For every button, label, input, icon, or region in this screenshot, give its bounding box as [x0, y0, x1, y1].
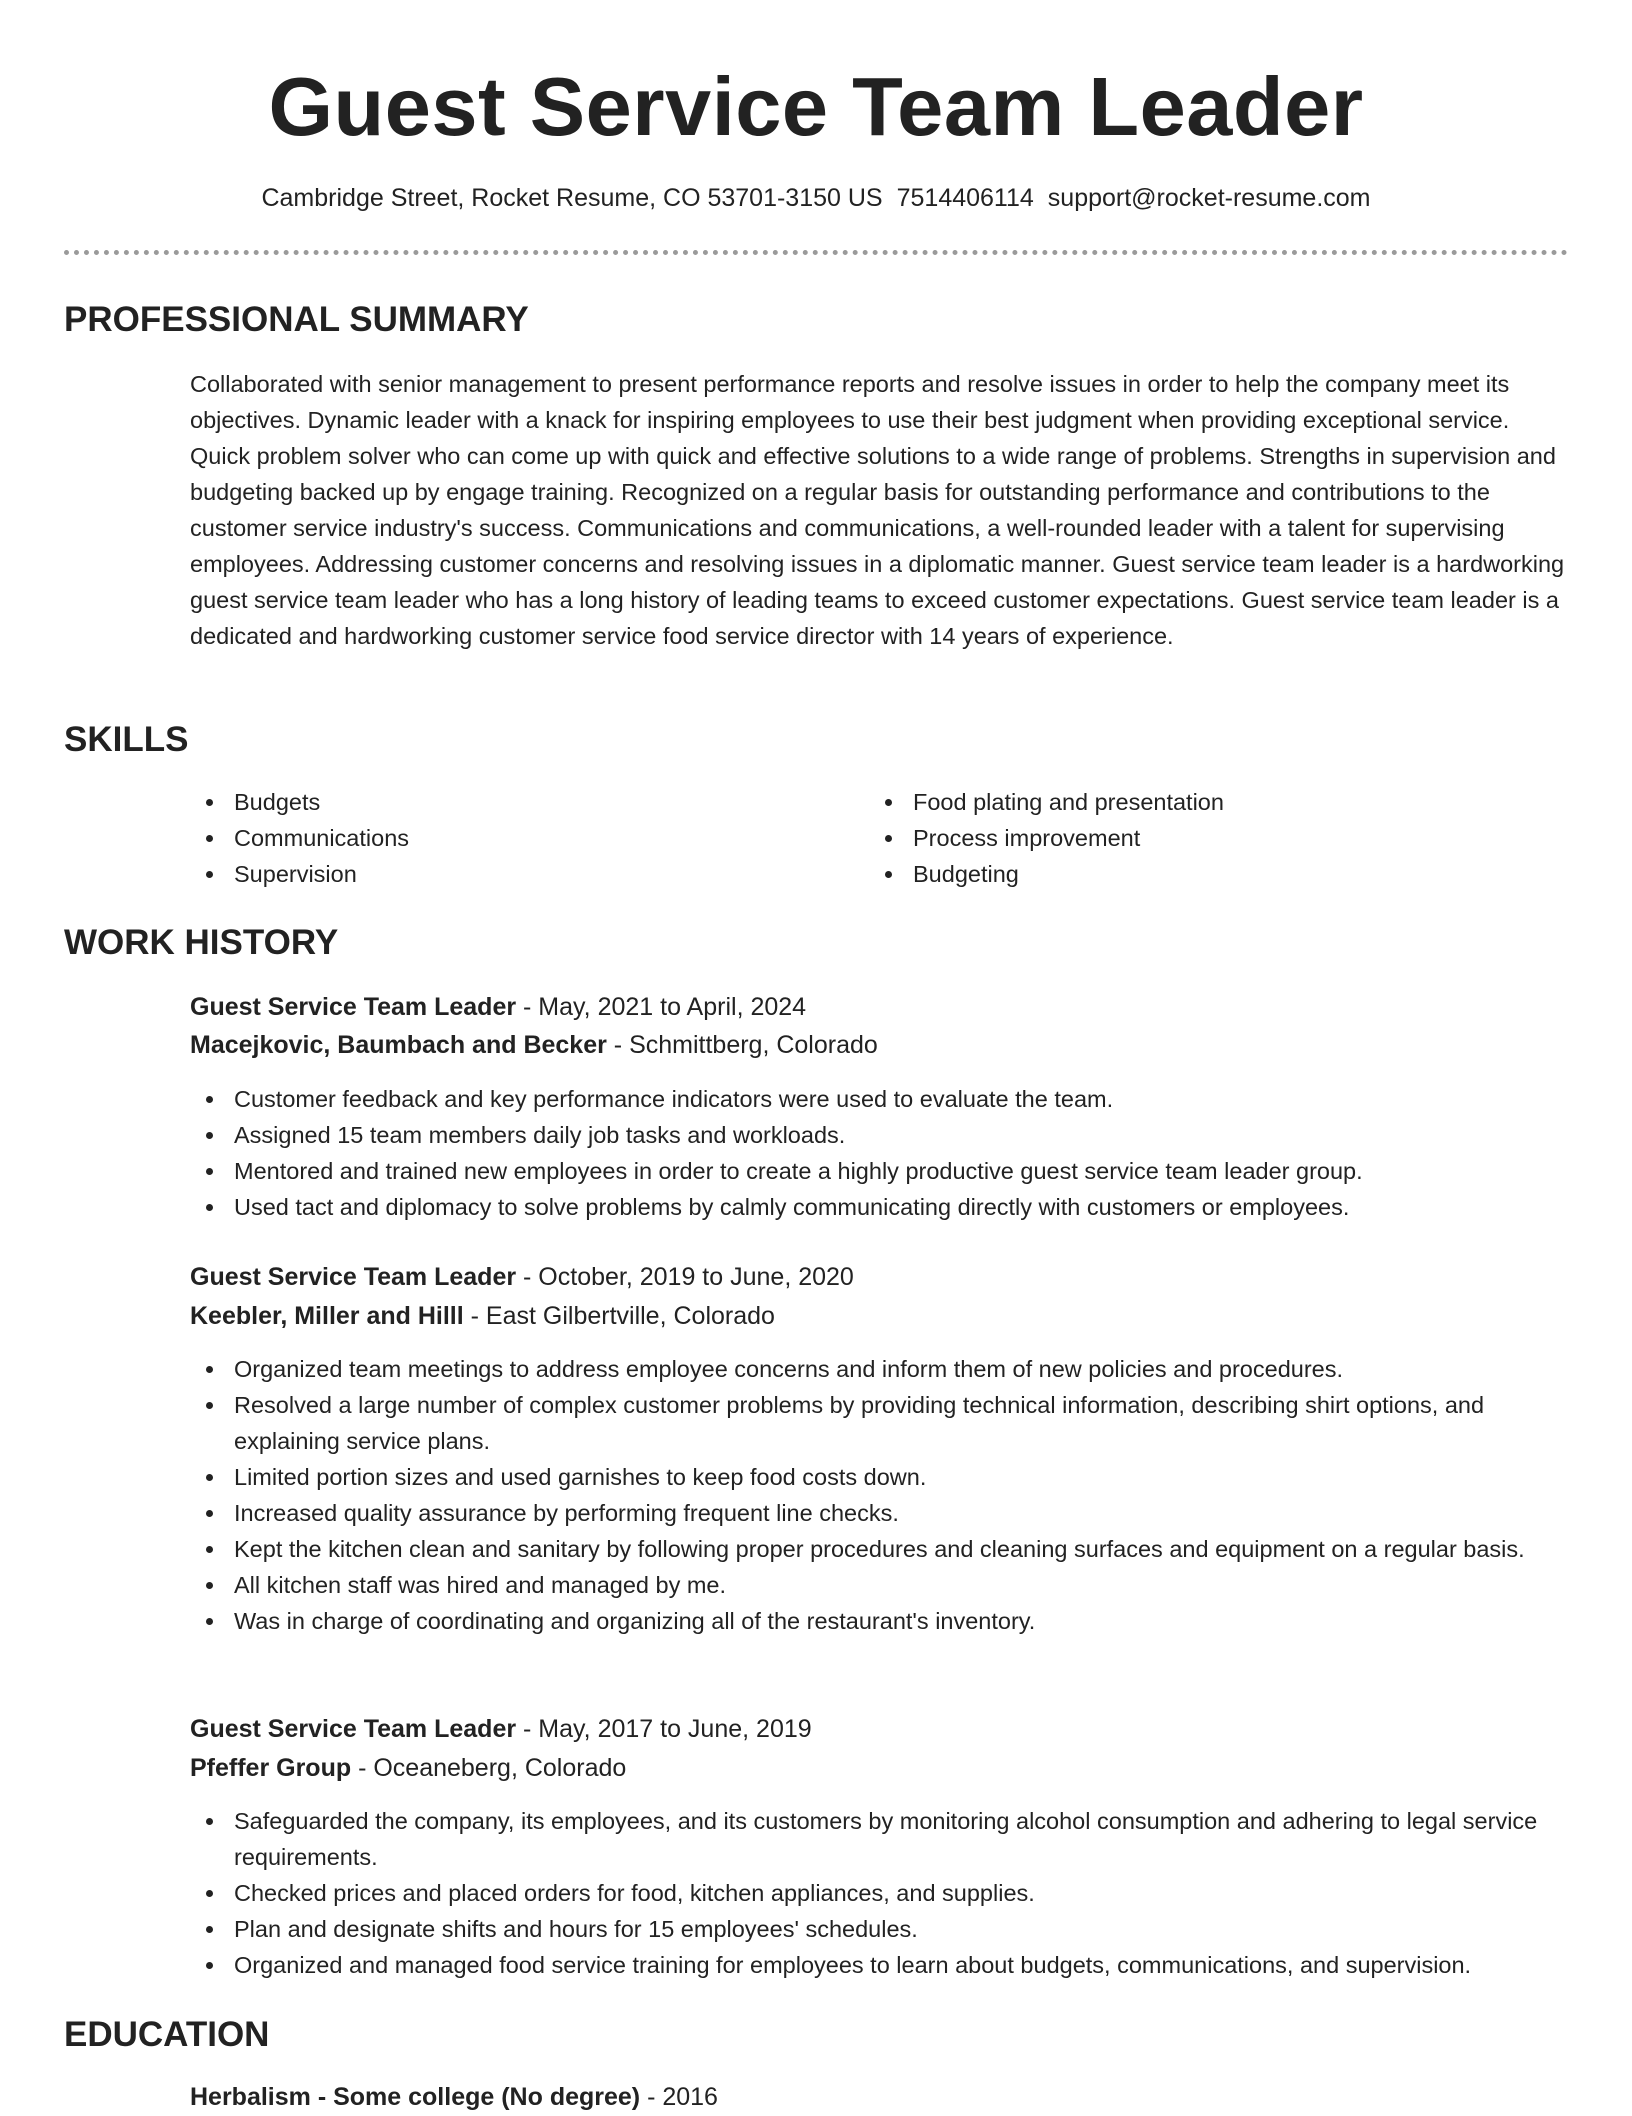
job-bullet: Assigned 15 team members daily job tasks and workloads.: [190, 1117, 1580, 1153]
job-bullet: All kitchen staff was hired and managed by me.: [190, 1567, 1580, 1603]
job-bullets: [190, 1081, 1580, 1225]
job-bullet: Checked prices and placed orders for food, kitchen appliances, and supplies.: [190, 1875, 1580, 1911]
job-bullet: Mentored and trained new employees in order to create a highly productive guest service team leader group.: [190, 1153, 1580, 1189]
job-bullet: Plan and designate shifts and hours for 15 employees' schedules.: [190, 1911, 1580, 1947]
job-bullet: Kept the kitchen clean and sanitary by following proper procedures and cleaning surfaces and equipment on a regular basis.: [190, 1531, 1580, 1567]
job-bullet: Was in charge of coordinating and organizing all of the restaurant's inventory.: [190, 1603, 1580, 1639]
job-company-line: [190, 1297, 775, 1335]
job-title-line: [190, 988, 806, 1026]
job-title: Guest Service Team Leader: [190, 993, 517, 1021]
job-bullet: Increased quality assurance by performing frequent line checks.: [190, 1495, 1580, 1531]
job-title-line: [190, 1258, 854, 1296]
skills-list-right: [869, 784, 1224, 892]
job-company: Pfeffer Group: [190, 1754, 352, 1782]
job-bullet: Organized and managed food service training for employees to learn about budgets, communications, and supervision.: [190, 1947, 1580, 1983]
job-company: Macejkovic, Baumbach and Becker: [190, 1031, 607, 1059]
skill-item: Supervision: [190, 856, 409, 892]
job-location: - Oceaneberg, Colorado: [351, 1754, 627, 1782]
skill-item: Budgeting: [869, 856, 1224, 892]
work-history-heading: WORK HISTORY: [64, 923, 339, 962]
skill-item: Food plating and presentation: [869, 784, 1224, 820]
job-company: Keebler, Miller and Hilll: [190, 1302, 464, 1330]
contact-phone: 7514406114: [896, 184, 1034, 212]
contact-email: support@rocket-resume.com: [1047, 184, 1371, 212]
skills-list-left: [190, 784, 409, 892]
skill-item: Communications: [190, 820, 409, 856]
job-bullets: [190, 1803, 1580, 1983]
education-heading: EDUCATION: [64, 2015, 270, 2054]
summary-heading: PROFESSIONAL SUMMARY: [64, 300, 529, 339]
education-line: [190, 2078, 718, 2116]
education-year: - 2016: [640, 2083, 718, 2111]
header-divider: [64, 250, 1568, 255]
job-company-line: [190, 1749, 626, 1787]
job-company-line: [190, 1026, 878, 1064]
skills-heading: SKILLS: [64, 720, 189, 759]
job-bullet: Limited portion sizes and used garnishes to keep food costs down.: [190, 1459, 1580, 1495]
skill-item: Process improvement: [869, 820, 1224, 856]
summary-text: Collaborated with senior management to present performance reports and resolve issues in order to help the company meet its objectives. Dynamic leader with a knack for inspiring employees to use their best judgment when providing exceptional service. Quick problem solver who can come up with quick and effective solutions to a wide range of problems. Strengths in supervision and budgeting backed up by engage training. Recognized on a regular basis for outstanding performance and contributions to the customer service industry's success. Communications and communications, a well-rounded leader with a talent for supervising employees. Addressing customer concerns and resolving issues in a diplomatic manner. Guest service team leader is a hardworking guest service team leader who has a long history of leading teams to exceed customer expectations. Guest service team leader is a dedicated and hardworking customer service food service director with 14 years of experience.: [190, 371, 1565, 649]
job-dates: - October, 2019 to June, 2020: [516, 1263, 854, 1291]
job-dates: - May, 2021 to April, 2024: [516, 993, 807, 1021]
contact-address: Cambridge Street, Rocket Resume, CO 53701-3150 US: [261, 184, 883, 212]
job-location: - Schmittberg, Colorado: [606, 1031, 878, 1059]
skill-item: Budgets: [190, 784, 409, 820]
resume-name: Guest Service Team Leader: [268, 60, 1364, 153]
job-title-line: [190, 1710, 812, 1748]
job-bullet: Safeguarded the company, its employees, and its customers by monitoring alcohol consumption and adhering to legal service requirements.: [190, 1803, 1580, 1875]
job-bullet: Used tact and diplomacy to solve problems by calmly communicating directly with customers or employees.: [190, 1189, 1580, 1225]
job-bullet: Customer feedback and key performance indicators were used to evaluate the team.: [190, 1081, 1580, 1117]
job-title: Guest Service Team Leader: [190, 1263, 517, 1291]
job-location: - East Gilbertville, Colorado: [463, 1302, 775, 1330]
job-bullet: Resolved a large number of complex customer problems by providing technical information, describing shirt options, and explaining service plans.: [190, 1387, 1580, 1459]
job-dates: - May, 2017 to June, 2019: [516, 1715, 812, 1743]
job-bullets: [190, 1351, 1580, 1639]
education-degree: Herbalism - Some college (No degree): [190, 2083, 641, 2111]
job-title: Guest Service Team Leader: [190, 1715, 517, 1743]
contact-line: [0, 180, 1632, 216]
job-bullet: Organized team meetings to address employee concerns and inform them of new policies and procedures.: [190, 1351, 1580, 1387]
